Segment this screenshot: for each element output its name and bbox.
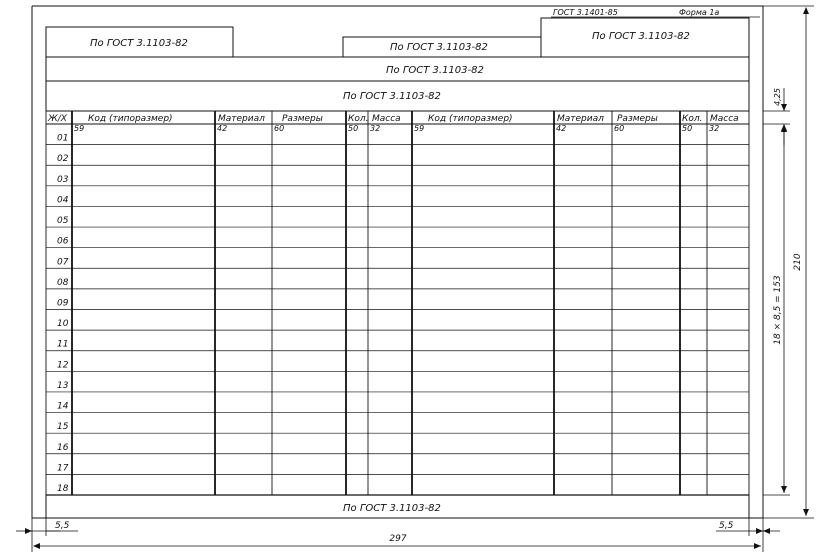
row-number: 18 xyxy=(57,484,69,494)
header-row3: По ГОСТ 3.1103-82 xyxy=(343,91,441,102)
col-header-row: Ж/Х xyxy=(48,114,67,124)
dim-header-height: 4,25 xyxy=(773,88,782,106)
row-number: 04 xyxy=(57,195,69,206)
col-width-left: 42 xyxy=(217,124,228,133)
row-number: 06 xyxy=(57,236,69,247)
footer-label: По ГОСТ 3.1103-82 xyxy=(343,503,441,514)
row-number: 02 xyxy=(57,154,69,165)
row-number: 01 xyxy=(57,133,69,144)
dim-right-margin: 5,5 xyxy=(719,521,734,531)
row-number: 16 xyxy=(57,442,69,453)
row-number: 14 xyxy=(57,401,69,412)
row-number: 11 xyxy=(57,339,69,350)
row-number: 15 xyxy=(57,422,69,433)
col-header-left: Материал xyxy=(218,114,265,124)
col-header-right: Кол. xyxy=(682,114,703,124)
spec-table xyxy=(46,111,749,495)
form-label: Форма 1а xyxy=(679,8,720,17)
col-header-left: Размеры xyxy=(282,114,323,124)
row-number: 13 xyxy=(57,380,69,391)
col-width-left: 50 xyxy=(348,124,359,133)
dim-total-height: 210 xyxy=(793,253,803,271)
col-width-left: 59 xyxy=(74,124,85,133)
dim-left-margin: 5,5 xyxy=(55,521,70,531)
dim-rows-height: 18 × 8,5 = 153 xyxy=(773,275,783,345)
dim-total-width: 297 xyxy=(389,534,407,544)
col-header-right: Код (типоразмер) xyxy=(428,114,513,124)
col-width-right: 60 xyxy=(614,124,625,133)
header-middle: По ГОСТ 3.1103-82 xyxy=(390,42,488,53)
col-header-right: Масса xyxy=(710,114,739,124)
sheet-frame xyxy=(32,6,763,518)
right-dimensions xyxy=(763,6,814,518)
col-width-right: 50 xyxy=(682,124,693,133)
col-width-right: 42 xyxy=(556,124,567,133)
col-header-left: Кол. xyxy=(348,114,369,124)
header-right: По ГОСТ 3.1103-82 xyxy=(592,31,690,42)
row-number: 05 xyxy=(57,216,69,227)
row-number: 12 xyxy=(57,360,69,371)
row-number: 08 xyxy=(57,277,69,288)
col-header-right: Материал xyxy=(557,114,604,124)
col-width-right: 32 xyxy=(709,124,720,133)
col-width-left: 32 xyxy=(370,124,381,133)
header-left: По ГОСТ 3.1103-82 xyxy=(90,38,188,49)
col-width-right: 59 xyxy=(414,124,425,133)
col-header-left: Масса xyxy=(372,114,401,124)
row-number: 03 xyxy=(57,174,69,185)
col-header-left: Код (типоразмер) xyxy=(88,114,173,124)
col-width-left: 60 xyxy=(274,124,285,133)
row-number: 17 xyxy=(57,463,69,474)
header-row2: По ГОСТ 3.1103-82 xyxy=(386,65,484,76)
col-header-right: Размеры xyxy=(617,114,658,124)
row-number: 07 xyxy=(57,257,69,268)
row-number: 10 xyxy=(57,319,69,330)
standard-label: ГОСТ 3.1401-85 xyxy=(553,8,618,17)
row-number: 09 xyxy=(57,298,69,309)
